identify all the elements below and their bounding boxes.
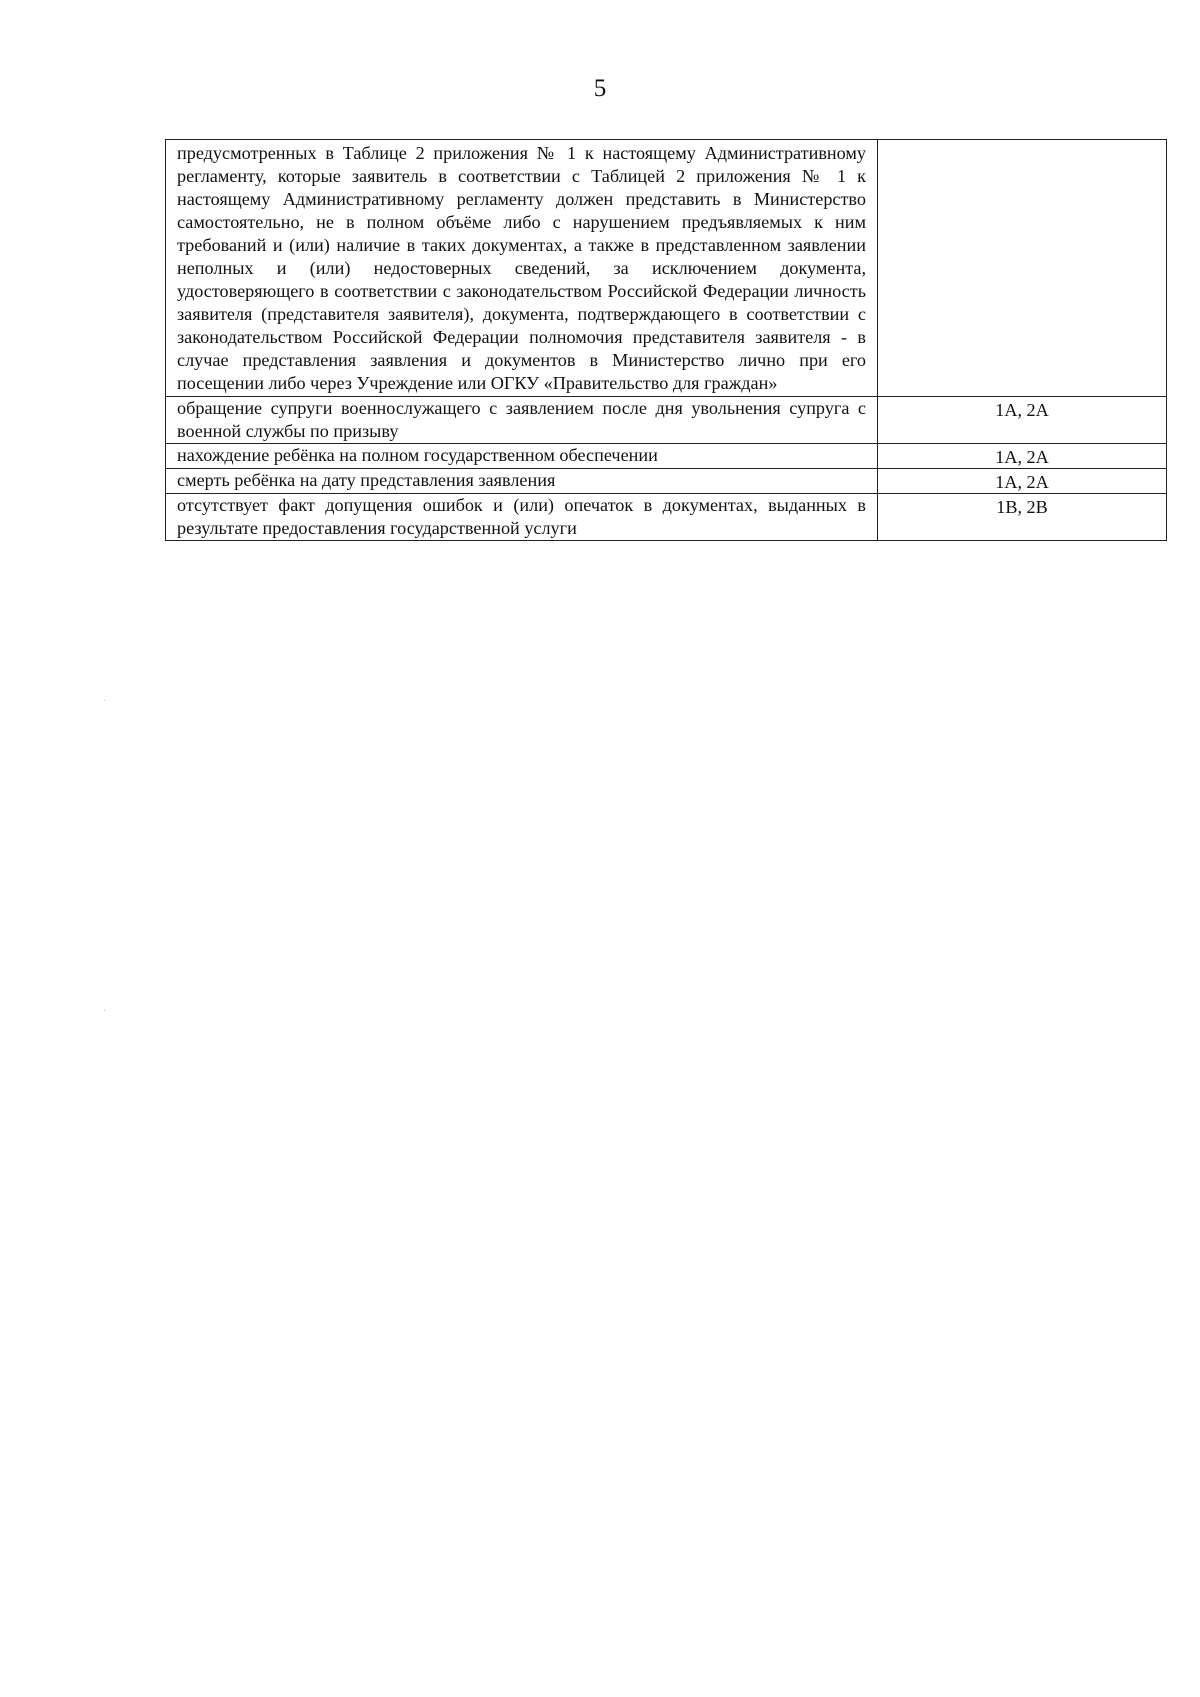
code-cell: 1В, 2В bbox=[878, 494, 1167, 541]
code-cell: 1А, 2А bbox=[878, 444, 1167, 469]
table-row bbox=[166, 397, 1167, 444]
reason-cell: смерть ребёнка на дату представления заявления bbox=[166, 469, 878, 494]
table-row bbox=[166, 494, 1167, 541]
page-number: 5 bbox=[593, 75, 607, 102]
reason-cell: отсутствует факт допущения ошибок и (или) опечаток в документах, выданных в результате предоставления государственной услуги bbox=[166, 494, 878, 541]
code-cell bbox=[878, 140, 1167, 397]
table-row bbox=[166, 140, 1167, 397]
reason-cell: обращение супруги военнослужащего с заявлением после дня увольнения супруга с военной службы по призыву bbox=[166, 397, 878, 444]
reason-cell: нахождение ребёнка на полном государственном обеспечении bbox=[166, 444, 878, 469]
grounds-table bbox=[165, 139, 1167, 541]
scan-speck bbox=[104, 700, 105, 701]
code-cell: 1А, 2А bbox=[878, 397, 1167, 444]
code-cell: 1А, 2А bbox=[878, 469, 1167, 494]
table-row bbox=[166, 444, 1167, 469]
scan-speck bbox=[104, 1010, 105, 1011]
reason-cell: предусмотренных в Таблице 2 приложения № 1 к настоящему Административному регламенту, которые заявитель в соответствии с Таблицей 2 приложения № 1 к настоящему Административному регламенту должен представить в Министерство самостоятельно, не в полном объёме либо с нарушением предъявляемых к ним требований и (или) наличие в таких документах, а также в представленном заявлении неполных и (или) недостоверных сведений, за исключением документа, удостоверяющего в соответствии с законодательством Российской Федерации личность заявителя (представителя заявителя), документа, подтверждающего в соответствии с законодательством Российской Федерации полномочия представителя заявителя - в случае представления заявления и документов в Министерство лично при его посещении либо через Учреждение или ОГКУ «Правительство для граждан» bbox=[166, 140, 878, 397]
table-row bbox=[166, 469, 1167, 494]
